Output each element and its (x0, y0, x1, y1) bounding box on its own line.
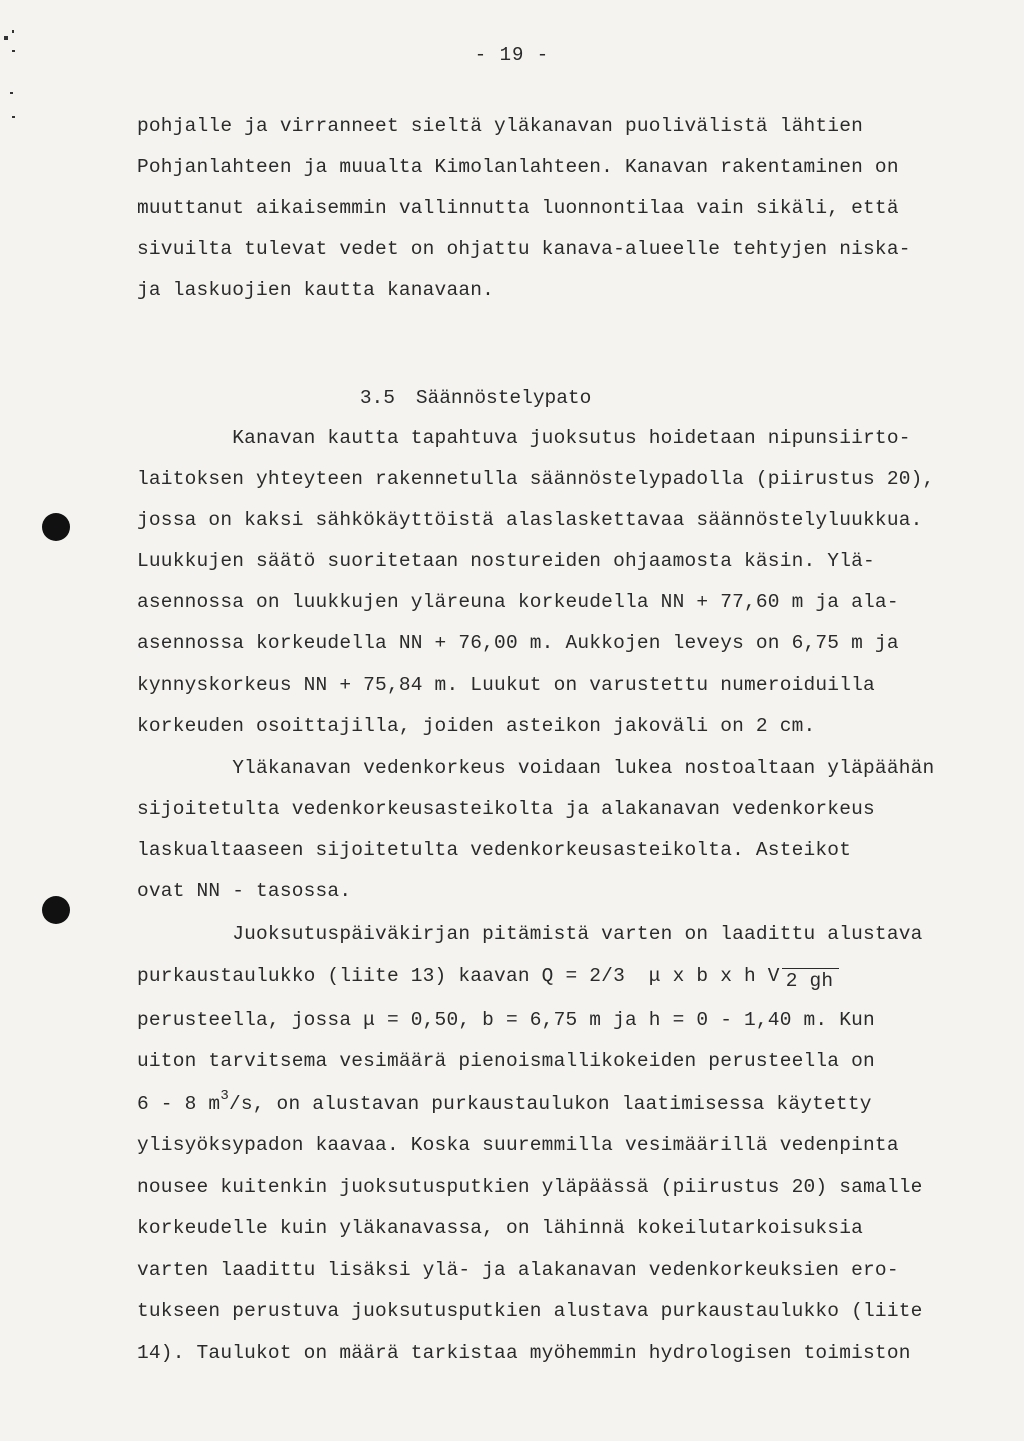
root-content: 2 gh (785, 970, 834, 992)
text-line: Kanavan kautta tapahtuva juoksutus hoidetaan nipunsiirto- (137, 427, 911, 449)
edge-mark (10, 92, 13, 94)
text-line: nousee kuitenkin juoksutusputkien yläpäässä (piirustus 20) samalle (137, 1176, 923, 1198)
text-line: ja laskuojien kautta kanavaan. (137, 279, 495, 301)
text-line: sijoitetulta vedenkorkeusasteikolta ja alakanavan vedenkorkeus (137, 798, 875, 820)
section-title: Säännöstelypato (415, 387, 592, 409)
edge-mark (4, 36, 8, 40)
text-line: Pohjanlahteen ja muualta Kimolanlahteen. Kanavan rakentaminen on (137, 156, 899, 178)
text-line (137, 1088, 872, 1118)
punch-hole (42, 513, 70, 541)
square-root-term (782, 968, 840, 993)
text-line: muuttanut aikaisemmin vallinnutta luonnontilaa vain sikäli, että (137, 197, 899, 219)
text-line: jossa on kaksi sähkökäyttöistä alaslaskettavaa säännöstelyluukkua. (137, 509, 923, 531)
text-line: asennossa on luukkujen yläreuna korkeudella NN + 77,60 m ja ala- (137, 591, 899, 613)
text-line: laskualtaaseen sijoitetulta vedenkorkeusasteikolta. Asteikot (137, 839, 852, 861)
section-heading (313, 365, 591, 431)
text-line: korkeuden osoittajilla, joiden asteikon jakoväli on 2 cm. (137, 715, 816, 737)
text-line: 14). Taulukot on määrä tarkistaa myöhemmin hydrologisen toimiston (137, 1342, 911, 1364)
text-line: varten laadittu lisäksi ylä- ja alakanavan vedenkorkeuksien ero- (137, 1259, 899, 1281)
text-line: laitoksen yhteyteen rakennetulla säännöstelypadolla (piirustus 20), (137, 468, 935, 490)
text-line: Juoksutuspäiväkirjan pitämistä varten on laadittu alustava (137, 923, 923, 945)
superscript-exponent: 3 (220, 1088, 229, 1104)
formula-text: purkaustaulukko (liite 13) kaavan Q = 2/3 μ x b x h V (137, 965, 780, 987)
text-continuation: /s, on alustavan purkaustaulukon laatimisessa käytetty (228, 1093, 872, 1115)
text-line: korkeudelle kuin yläkanavassa, on lähinnä kokeilutarkoisuksia (137, 1217, 864, 1239)
text-line: tukseen perustuva juoksutusputkien alustava purkaustaulukko (liite (137, 1300, 923, 1322)
edge-mark (12, 30, 14, 33)
text-line: uiton tarvitsema vesimäärä pienoismallikokeiden perusteella on (137, 1050, 875, 1072)
formula-line (137, 963, 839, 992)
text-line: perusteella, jossa μ = 0,50, b = 6,75 m ja h = 0 - 1,40 m. Kun (137, 1009, 875, 1031)
text-line: asennossa korkeudella NN + 76,00 m. Aukkojen leveys on 6,75 m ja (137, 632, 899, 654)
text-line: Luukkujen säätö suoritetaan nostureiden ohjaamosta käsin. Ylä- (137, 550, 875, 572)
edge-mark (12, 116, 15, 118)
text-line: kynnyskorkeus NN + 75,84 m. Luukut on varustettu numeroiduilla (137, 674, 875, 696)
text-line: Yläkanavan vedenkorkeus voidaan lukea nostoaltaan yläpäähän (137, 757, 935, 779)
text-line: ovat NN - tasossa. (137, 880, 352, 902)
punch-hole (42, 896, 70, 924)
text-line: sivuilta tulevat vedet on ohjattu kanava-alueelle tehtyjen niska- (137, 238, 911, 260)
flow-rate-value: 6 - 8 m (137, 1093, 221, 1115)
text-line: pohjalle ja virranneet sieltä yläkanavan puolivälistä lähtien (137, 115, 864, 137)
page-number: - 19 - (474, 44, 550, 66)
section-number: 3.5 (359, 387, 395, 409)
text-line: ylisyöksypadon kaavaa. Koska suuremmilla vesimäärillä vedenpinta (137, 1134, 899, 1156)
